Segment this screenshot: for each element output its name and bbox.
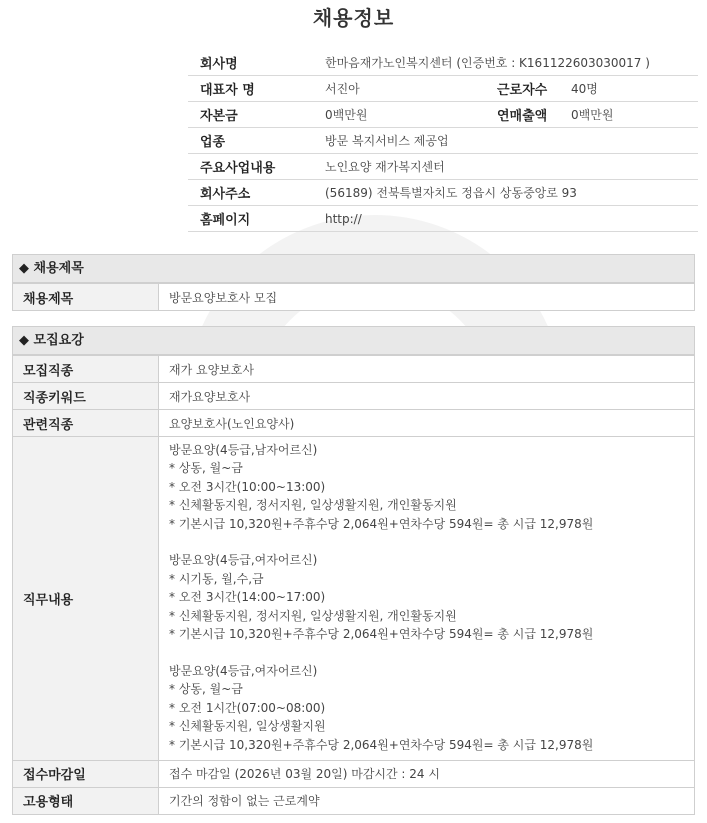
sales-value: 0백만원: [559, 102, 698, 128]
deadline-value: 접수 마감일 (2026년 03월 20일) 마감시간 : 24 시: [159, 760, 695, 787]
recruit-row-keyword: [13, 383, 695, 410]
capital-label: 자본금: [188, 102, 313, 128]
capital-value: 0백만원: [313, 102, 485, 128]
employees-value: 40명: [559, 76, 698, 102]
homepage-label: 홈페이지: [188, 206, 313, 232]
recruit-row-occupation: [13, 356, 695, 383]
recruit-table: [12, 355, 695, 815]
duty-label: 직무내용: [13, 437, 159, 761]
industry-value: 방문 복지서비스 제공업: [313, 128, 698, 154]
company-name-value: 한마음재가노인복지센터 (인증번호 : K161122603030017 ): [313, 50, 698, 76]
job-title-section-heading: ◆ 채용제목: [12, 254, 695, 283]
business-value: 노인요양 재가복지센터: [313, 154, 698, 180]
address-label: 회사주소: [188, 180, 313, 206]
ceo-value: 서진아: [313, 76, 485, 102]
sales-label: 연매출액: [485, 102, 559, 128]
company-row-business: [188, 154, 698, 180]
job-title-value: 방문요양보호사 모집: [159, 284, 695, 311]
recruit-row-deadline: [13, 760, 695, 787]
employees-label: 근로자수: [485, 76, 559, 102]
address-value: (56189) 전북특별자치도 정읍시 상동중앙로 93: [313, 180, 698, 206]
company-row-name: [188, 50, 698, 76]
company-row-homepage: [188, 206, 698, 232]
industry-label: 업종: [188, 128, 313, 154]
company-row-industry: [188, 128, 698, 154]
company-row-capital: [188, 102, 698, 128]
employment-type-value: 기간의 정함이 없는 근로계약: [159, 787, 695, 814]
company-row-address: [188, 180, 698, 206]
related-occupation-value: 요양보호사(노인요양사): [159, 410, 695, 437]
page-title: 채용정보: [312, 6, 395, 30]
keyword-label: 직종키워드: [13, 383, 159, 410]
job-title-table: [12, 283, 695, 311]
employment-type-label: 고용형태: [13, 787, 159, 814]
recruit-section: [12, 326, 695, 815]
company-info-table: [188, 50, 698, 232]
deadline-label: 접수마감일: [13, 760, 159, 787]
recruit-row-employment: [13, 787, 695, 814]
recruit-row-duty: [13, 437, 695, 761]
recruit-section-heading: ◆ 모집요강: [12, 326, 695, 355]
occupation-value: 재가 요양보호사: [159, 356, 695, 383]
keyword-value: 재가요양보호사: [159, 383, 695, 410]
duty-description: 방문요양(4등급,남자어르신) * 상동, 월~금 * 오전 3시간(10:00~13:00) * 신체활동지원, 정서지원, 일상생활지원, 개인활동지원 * 기본시급 10,320원+주휴수당 2,064원+연차수당 594원= 총 시급 12,978원 방문요양(4등급,여자어르신) * 시기동, 월,수,금 * 오전 3시간(14:00~17:00) * 신체활동지원, 정서지원, 일상생활지원, 개인활동지원 * 기본시급 10,320원+주휴수당 2,064원+연차수당 594원= 총 시급 12,978원 방문요양(4등급,여자어르신) * 상동, 월~금 * 오전 1시간(07:00~08:00) * 신체활동지원, 일상생활지원 * 기본시급 10,320원+주휴수당 2,064원+연차수당 594원= 총 시급 12,978원: [159, 437, 695, 761]
related-occupation-label: 관련직종: [13, 410, 159, 437]
job-title-section: [12, 254, 695, 311]
business-label: 주요사업내용: [188, 154, 313, 180]
ceo-label: 대표자 명: [188, 76, 313, 102]
job-title-label: 채용제목: [13, 284, 159, 311]
recruit-row-related: [13, 410, 695, 437]
company-name-label: 회사명: [188, 50, 313, 76]
homepage-link[interactable]: http://: [313, 206, 698, 232]
company-row-ceo: [188, 76, 698, 102]
job-title-row: [13, 284, 695, 311]
occupation-label: 모집직종: [13, 356, 159, 383]
